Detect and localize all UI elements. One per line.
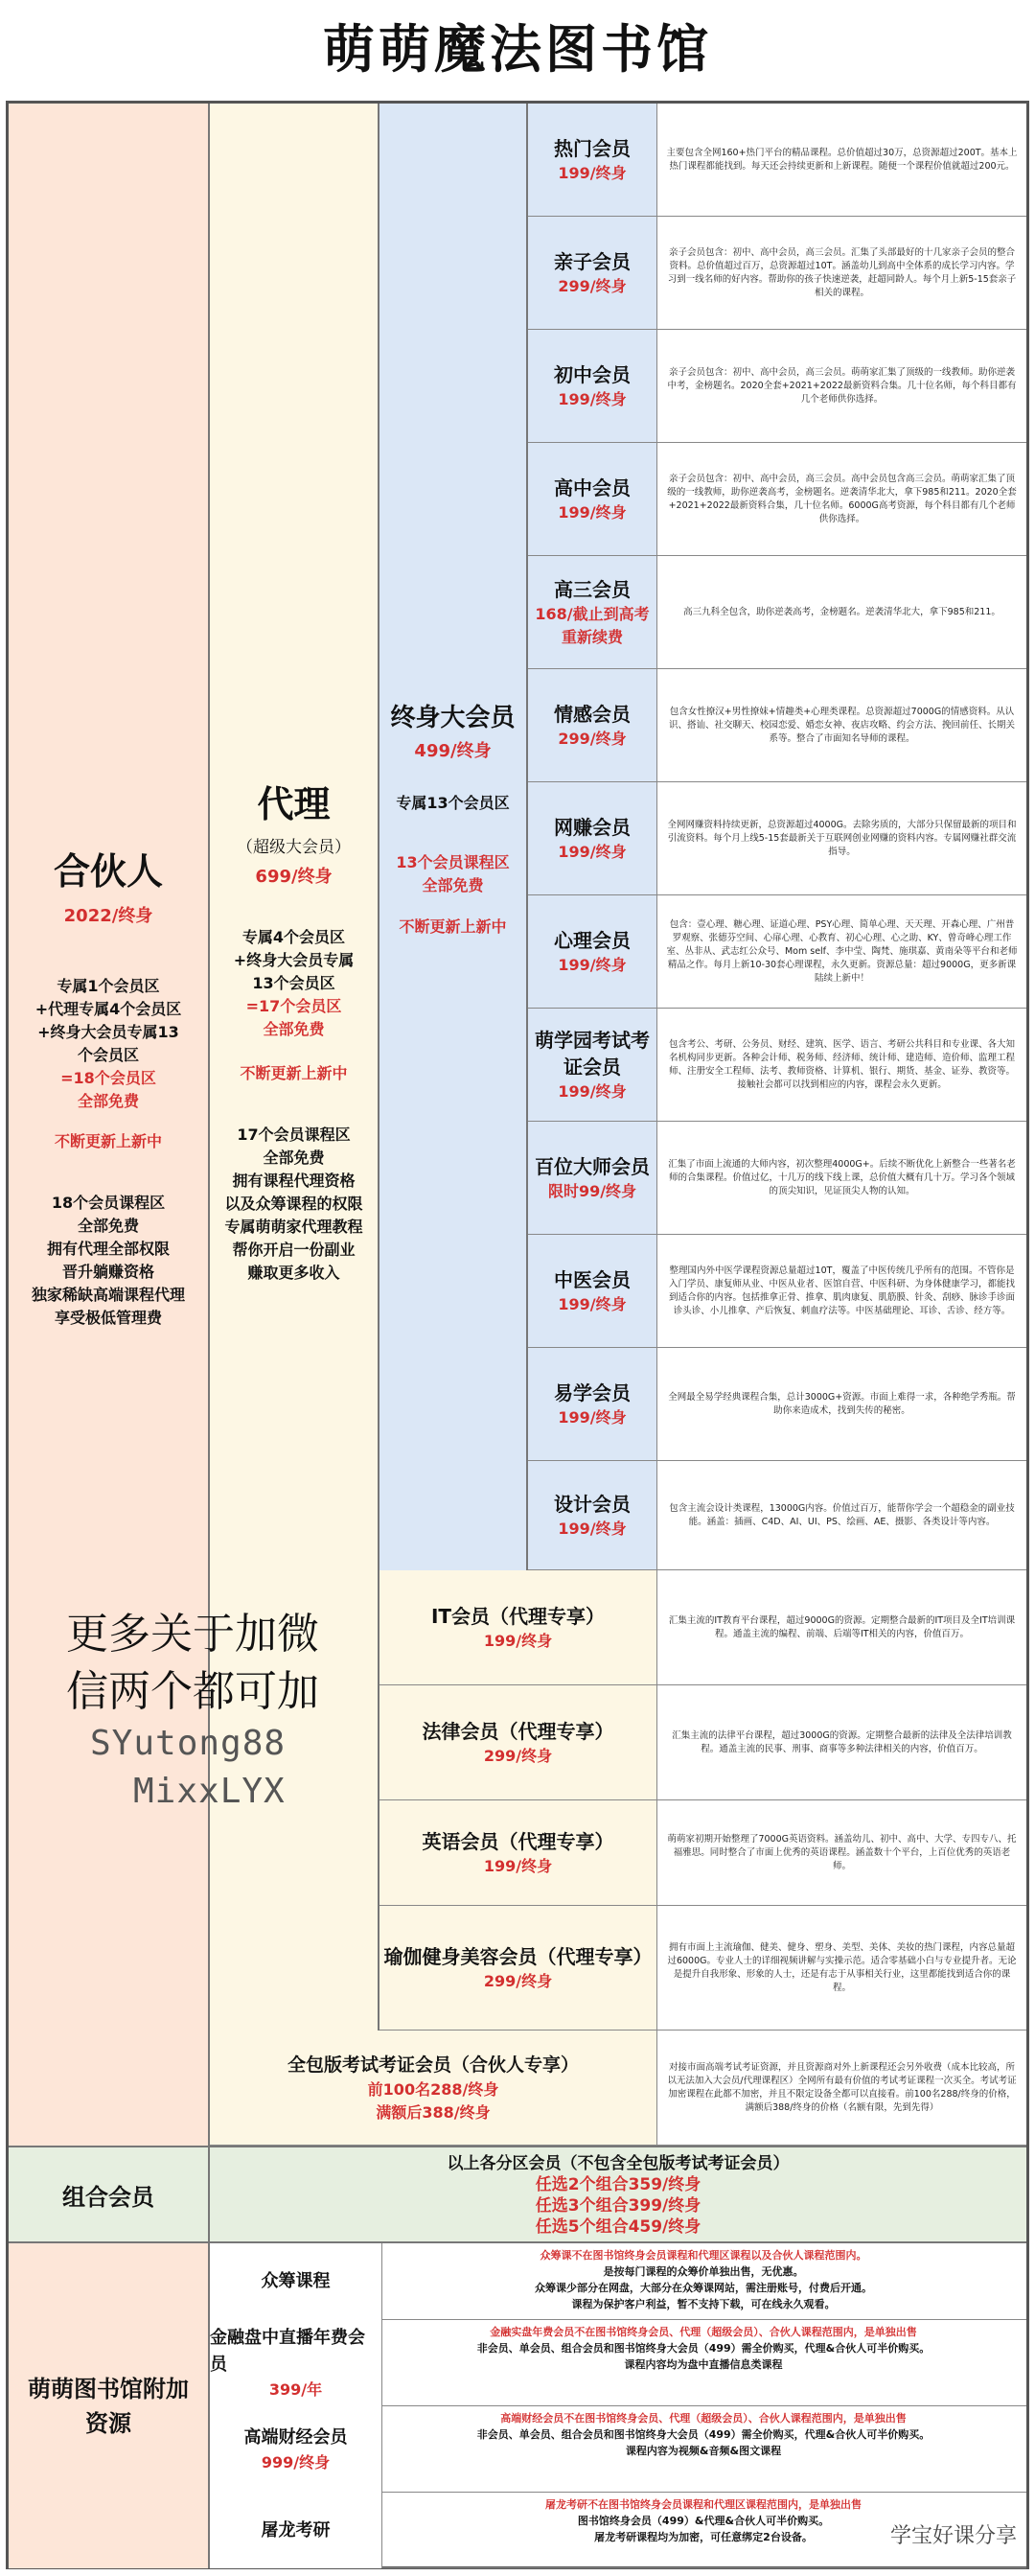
member-desc: 高三九科全包含，助你逆袭高考，金榜题名。逆袭清华北大，拿下985和211。: [683, 606, 1000, 617]
member-name: 初中会员: [554, 362, 631, 386]
agent-only-name: 英语会员（代理专享）: [422, 1829, 614, 1853]
extra-item-desc: 图书馆终身会员（499）&代理&合伙人可半价购买。: [577, 2515, 830, 2527]
agent-block: [210, 775, 378, 1285]
pricing-table: [6, 101, 1029, 2569]
member-price: 199/终身: [558, 502, 627, 522]
extra-item-desc: 屠龙考研不在图书馆终身会员课程和代理区课程范围内，是单独出售: [545, 2498, 862, 2511]
member-name-cell: [528, 330, 657, 443]
extra-item-desc: 金融实盘年费会员不在图书馆终身会员、代理（超级会员）、合伙人课程范围内，是单独出售: [490, 2326, 917, 2338]
member-price: 199/终身: [558, 1294, 627, 1313]
member-desc-cell: [657, 1461, 1026, 1570]
member-name-cell: [528, 895, 657, 1009]
agent-only-desc: 拥有市面上主流瑜伽、健美、健身、塑身、美型、美体、美妆的热门课程，内容总量超过6000G。专业人士的详细视频讲解与实操示范。适合零基础小白与专业提升者。无论是提升自我形象、形象的人士，还是有志于从事相关行业，这里都能找到适合你的课程。: [667, 1941, 1017, 1993]
member-desc-cell: [657, 330, 1026, 443]
agent-desc: 帮你开启一份副业: [232, 1241, 356, 1259]
member-name: 热门会员: [554, 136, 631, 160]
member-name-cell: [528, 556, 657, 669]
agent-only-desc-cell: [657, 1570, 1026, 1685]
partner-block: [9, 842, 208, 1330]
agent-only-price: 299/终身: [483, 1746, 553, 1765]
agent-sub: （超级大会员）: [237, 838, 351, 857]
member-desc: 亲子会员包含：初中、高中会员，高三会员。萌萌家汇集了顶级的一线教师。助你逆袭中考，金榜题名。2020全套+2021+2022最新资料合集。几十位名师，每个科目都有几个老师供你选择。: [667, 366, 1017, 405]
member-desc: 主要包含全网160+热门平台的精品课程。总价值超过30万，总资源超过200T。基本上热门课程都能找到。每天还会持续更新和上新课程。随便一个课程价值就超过200元。: [666, 147, 1018, 172]
extra-item-desc: 高端财经会员不在图书馆终身会员、代理（超级会员）、合伙人课程范围内，是单独出售: [500, 2412, 907, 2425]
extra-item-name: 高端财经会员: [243, 2427, 348, 2448]
member-desc: 包含女性撩汉+男性撩妹+情趣类+心理类课程。总资源超过7000G的情感资料。从认识、搭讪、社交聊天、校园恋爱、婚恋女神、夜店攻略、约会方法、挽回前任、长期关系等。整合了市面知名导师的课程。: [668, 706, 1015, 744]
extra-item-name: 屠龙考研: [261, 2519, 331, 2541]
extra-item-desc: 非会员、单会员、组合会员和图书馆终身大会员（499）需全价购买，代理&合伙人可半价购买。: [476, 2428, 931, 2441]
agent-only-desc: 汇集主流的法律平台课程，超过3000G的资源。定期整合最新的法律及全法律培训教程。通盖主流的民事、刑事、商事等多种法律相关的内容，价值百万。: [672, 1729, 1012, 1754]
extra-item-desc: 课程为保护客户利益，暂不支持下载，可在线永久观看。: [571, 2298, 836, 2310]
member-name-cell: [528, 1348, 657, 1461]
page-title: 萌萌魔法图书馆: [323, 19, 712, 80]
partner-desc: 个会员区: [77, 1046, 139, 1064]
member-desc: 包含：壹心理、糖心理、证道心理、PSY心理、简单心理、天天理、开森心理、广州普罗观察、张德芬空间、心扉心理、心教育、初心心理、心之助、KY、曾奇峰心理工作室、丛非从、武志红公众号、Mom self、李中莹、陶梵、施琪嘉、黄南朵等平台和老师精品之作。每月上新10-30套心理课程，永久更新。资源总量：超过9000G，更多新课陆续上新中！: [666, 918, 1018, 984]
agent-only-name: 法律会员（代理专享）: [422, 1719, 614, 1743]
member-desc: 亲子会员包含：初中、高中会员，高三会员。高中会员包含高三会员。萌萌家汇集了顶级的一线教师，助你逆袭高考，金榜题名。逆袭清华北大，拿下985和211。2020全套+2021+2022最新资料合集，几十位名师。6000G高考资源，每个科目都有几个老师供你选择。: [667, 473, 1017, 524]
member-desc-cell: [657, 1235, 1026, 1348]
combo-name: 组合会员: [9, 2147, 210, 2241]
extra-item: [210, 2243, 1026, 2320]
agent-only-name-cell: [380, 1570, 657, 1685]
member-price: 199/终身: [558, 1081, 627, 1101]
partner-desc: +代理专属4个会员区: [34, 1000, 182, 1018]
member-desc-cell: [657, 1009, 1026, 1122]
all-exam-desc: 对接市面高端考试考证资源，并且资源商对外上新课程还会另外收费（成本比较高，所以无法加入大会员/代理课程区）全网所有最有价值的考试考证课程一次买全。考试考证加密课程在此都不加密，并且不限定设备全都可以直接看。前100名288/终身的价格，满额后388/终身的价格（名额有限，先到先得）: [667, 2061, 1017, 2113]
member-desc: 整理国内外中医学课程资源总量超过10T，覆盖了中医传统几乎所有的范围。不管你是入门学员、康复师从业、中医从业者、医馆自营、中医科研、为身体健康学习，都能找到适合你的内容。包括推拿正骨、推拿、肌肉康复、肌筋膜、针灸、刮痧、脉诊手诊面诊头诊、小儿推拿、产后恢复、刺血疗法等。中医基础理论、耳诊、舌诊、经方等。: [668, 1265, 1015, 1316]
all-exam-price: 前100名288/终身: [367, 2079, 499, 2099]
agent-desc: 不断更新上新中: [240, 1064, 348, 1082]
partner-desc: 晋升躺赚资格: [61, 1263, 154, 1281]
extra-item-name: 金融盘中直播年费会员: [210, 2328, 365, 2375]
member-price: 199/终身: [558, 955, 627, 974]
extra-item-desc: 课程内容为视频&音频&图文课程: [625, 2445, 782, 2457]
extra-item-desc: 众筹课少部分在网盘，大部分在众筹课网站，需注册账号，付费后开通。: [535, 2282, 872, 2294]
member-desc-cell: [657, 895, 1026, 1009]
member-desc: 包含主流会设计类课程，13000G内容。价值过百万，能帮你学会一个超稳金的副业技能。涵盖：插画、C4D、AI、UI、PS、绘画、AE、摄影、各类设计等内容。: [669, 1502, 1015, 1527]
agent-desc: 赚取更多收入: [247, 1264, 340, 1282]
member-price: 299/终身: [558, 729, 627, 748]
member-desc-cell: [657, 669, 1026, 782]
extra-item-name: 众筹课程: [261, 2271, 331, 2291]
agent-desc: 拥有课程代理资格: [232, 1172, 356, 1190]
lifetime-desc: 全部免费: [422, 876, 484, 894]
member-desc: 汇集了市面上流通的大师内容，初次整理4000G+。后续不断优化上新整合一些著名老师的合集课程。价值过亿，十几万的线下线上课，总价值大概有几十万。学习各个领域的顶尖知识，见证顶尖人物的认知。: [668, 1158, 1016, 1196]
member-desc: 全网网赚资料持续更新，总资源超过4000G。去除劣质的，大部分只保留最新的项目和引流资料。每个月上线5-15套最新关于互联网创业网赚的资料内容。专属网赚社群交流指导。: [667, 819, 1017, 857]
extra-item-desc: 屠龙考研课程均为加密，可任意绑定2台设备。: [594, 2531, 813, 2543]
member-desc-cell: [657, 1348, 1026, 1461]
partner-desc: 独家稀缺高端课程代理: [31, 1286, 185, 1304]
member-desc: 包含考公、考研、公务员、财经、建筑、医学、语言、考研公共科目和专业课、各大知名机构同步更新。各种会计师、税务师、经济师、统计师、建造师、造价师、监理工程师、注册安全工程师、法考、教师资格、计算机、银行、期货、基金、证券、教资等。接触社会都可以找到相应的内容，课程会永久更新。: [668, 1038, 1015, 1090]
member-name: 网赚会员: [554, 815, 631, 839]
agent-price: 699/终身: [255, 867, 333, 887]
member-desc-cell: [657, 556, 1026, 669]
member-name: 中医会员: [554, 1267, 631, 1291]
combo-line: 任选2个组合359/终身: [535, 2175, 702, 2194]
member-name-cell: [528, 669, 657, 782]
extra-item-desc: 众筹课不在图书馆终身会员课程和代理区课程以及合伙人课程范围内。: [540, 2249, 867, 2262]
agent-only-name: 瑜伽健身美容会员（代理专享）: [383, 1944, 653, 1968]
agent-desc: 专属4个会员区: [242, 928, 346, 946]
extra-item-desc: 课程内容均为盘中直播信息类课程: [624, 2358, 783, 2371]
partner-column: [9, 104, 210, 2146]
partner-desc: 拥有代理全部权限: [46, 1240, 170, 1258]
agent-desc: 专属萌萌家代理教程: [224, 1218, 363, 1236]
agent-only-name: IT会员（代理专享）: [430, 1604, 606, 1628]
extra-name: 萌萌图书馆附加资源: [9, 2243, 210, 2568]
member-desc-cell: [657, 104, 1026, 217]
member-price: 199/终身: [558, 1519, 627, 1538]
partner-desc: =18个会员区: [60, 1069, 156, 1087]
member-desc: 亲子会员包含：初中、高中会员，高三会员。汇集了头部最好的十几家亲子会员的整合资料。总价值超过百万，总资源超过10T。涵盖幼儿到高中全体系的成长学习内容。学习到一线名师的好内容。帮助你的孩子快速逆袭，赶超同龄人。每个月上新5-15套亲子相关的课程。: [667, 246, 1017, 298]
all-exam-price: 满额后388/终身: [376, 2102, 491, 2122]
agent-desc: =17个会员区: [245, 997, 342, 1015]
agent-only-desc-cell: [657, 1685, 1026, 1800]
agent-only-name-cell: [380, 1685, 657, 1800]
member-name-cell: [528, 1122, 657, 1235]
agent-name: 代理: [257, 783, 331, 825]
lifetime-block: [380, 698, 526, 937]
combo-line: 任选5个组合459/终身: [535, 2217, 702, 2237]
member-price: 199/终身: [558, 163, 627, 182]
combo-line: 以上各分区会员（不包含全包版考试考证会员）: [447, 2154, 790, 2173]
member-name: 设计会员: [554, 1492, 631, 1516]
extra-item-price: 999/终身: [261, 2453, 331, 2472]
partner-name: 合伙人: [53, 850, 163, 893]
partner-desc: +终身大会员专属13: [37, 1023, 179, 1041]
agent-only-name-cell: [380, 1800, 657, 1906]
extra-item: [210, 2406, 1026, 2493]
combo-row: [9, 2146, 1026, 2241]
extra-row: [9, 2241, 1026, 2566]
lifetime-name: 终身大会员: [390, 704, 516, 732]
member-name: 心理会员: [554, 928, 631, 952]
partner-desc: 18个会员课程区: [51, 1194, 166, 1212]
member-name-cell: [528, 1235, 657, 1348]
agent-only-desc: 汇集主流的IT教育平台课程，超过9000G的资源。定期整合最新的IT项目及全IT培训课程。通盖主流的编程、前端、后端等IT相关的内容，价值百万。: [668, 1614, 1016, 1639]
lifetime-column: [380, 104, 528, 1570]
extra-item-price: 399/年: [268, 2380, 323, 2399]
member-name-cell: [528, 443, 657, 556]
member-name-cell: [528, 104, 657, 217]
watermark-line: 信两个都可加: [66, 1667, 319, 1716]
member-name: 亲子会员: [554, 249, 631, 273]
extra-item-desc: 非会员、单会员、组合会员和图书馆终身大会员（499）需全价购买，代理&合伙人可半价购买。: [476, 2342, 931, 2355]
agent-only-price: 199/终身: [483, 1631, 553, 1650]
partner-desc: 全部免费: [77, 1217, 139, 1235]
watermark-id: SYutong88: [90, 1724, 287, 1763]
member-name: 高三会员: [554, 577, 631, 601]
all-exam-cell: [210, 2031, 657, 2146]
member-name-cell: [528, 1461, 657, 1570]
lifetime-desc: 专属13个会员区: [396, 794, 510, 812]
partner-price: 2022/终身: [63, 906, 153, 926]
agent-only-desc-cell: [657, 1906, 1026, 2031]
partner-desc: 专属1个会员区: [57, 977, 160, 995]
footer-watermark: 学宝好课分享: [889, 2524, 1017, 2548]
member-name: 萌学园考试考证会员: [535, 1028, 650, 1079]
agent-only-price: 199/终身: [483, 1856, 553, 1875]
member-desc-cell: [657, 1122, 1026, 1235]
partner-desc: 全部免费: [77, 1092, 139, 1110]
member-name: 高中会员: [554, 476, 631, 499]
agent-desc: 以及众筹课程的权限: [224, 1195, 363, 1213]
agent-only-name-cell: [380, 1906, 657, 2031]
lifetime-price: 499/终身: [414, 741, 492, 761]
member-price: 限时99/终身: [547, 1181, 637, 1200]
lifetime-desc: 不断更新上新中: [399, 917, 507, 936]
all-exam-name: 全包版考试考证会员（合伙人专享）: [287, 2054, 579, 2076]
member-name-cell: [528, 1009, 657, 1122]
agent-column: [210, 104, 380, 2146]
watermark-id: MixxLYX: [133, 1772, 286, 1811]
agent-only-price: 299/终身: [483, 1971, 553, 1990]
member-price: 199/终身: [558, 1407, 627, 1427]
agent-only-desc-cell: [657, 1800, 1026, 1906]
combo-line: 任选3个组合399/终身: [535, 2196, 702, 2216]
member-desc: 全网最全易学经典课程合集，总计3000G+资源。市面上难得一求，各种绝学秀瓶。帮助你来造成术，找到失传的秘密。: [668, 1391, 1016, 1416]
member-name: 情感会员: [554, 702, 631, 726]
partner-desc: 不断更新上新中: [54, 1132, 162, 1150]
member-desc-cell: [657, 782, 1026, 895]
member-desc-cell: [657, 217, 1026, 330]
member-price: 299/终身: [558, 276, 627, 295]
member-name: 百位大师会员: [535, 1154, 650, 1178]
member-price: 199/终身: [558, 389, 627, 408]
agent-desc: 全部免费: [263, 1149, 325, 1167]
lifetime-desc: 13个会员课程区: [396, 853, 510, 871]
agent-desc: +终身大会员专属: [233, 951, 355, 969]
partner-desc: 享受极低管理费: [54, 1309, 162, 1327]
extra-item-desc: 是按每门课程的众筹价单独出售，无优惠。: [603, 2265, 804, 2278]
agent-desc: 全部免费: [263, 1020, 325, 1038]
member-price: 168/截止到高考: [535, 604, 650, 623]
member-desc-cell: [657, 443, 1026, 556]
agent-desc: 13个会员区: [252, 974, 335, 992]
extra-item: [210, 2320, 1026, 2406]
member-name-cell: [528, 782, 657, 895]
all-exam-desc-cell: [657, 2031, 1026, 2146]
agent-only-desc: 萌萌家初期开始整理了7000G英语资料。涵盖幼儿、初中、高中、大学、专四专八、托福雅思。同时整合了市面上优秀的英语课程。涵盖数十个平台，上百位优秀的英语老师。: [667, 1833, 1017, 1871]
member-name-cell: [528, 217, 657, 330]
member-price: 199/终身: [558, 842, 627, 861]
member-name: 易学会员: [554, 1381, 631, 1404]
watermark-line: 更多关于加微: [66, 1610, 319, 1659]
member-price: 重新续费: [561, 627, 623, 646]
agent-desc: 17个会员课程区: [237, 1126, 351, 1144]
